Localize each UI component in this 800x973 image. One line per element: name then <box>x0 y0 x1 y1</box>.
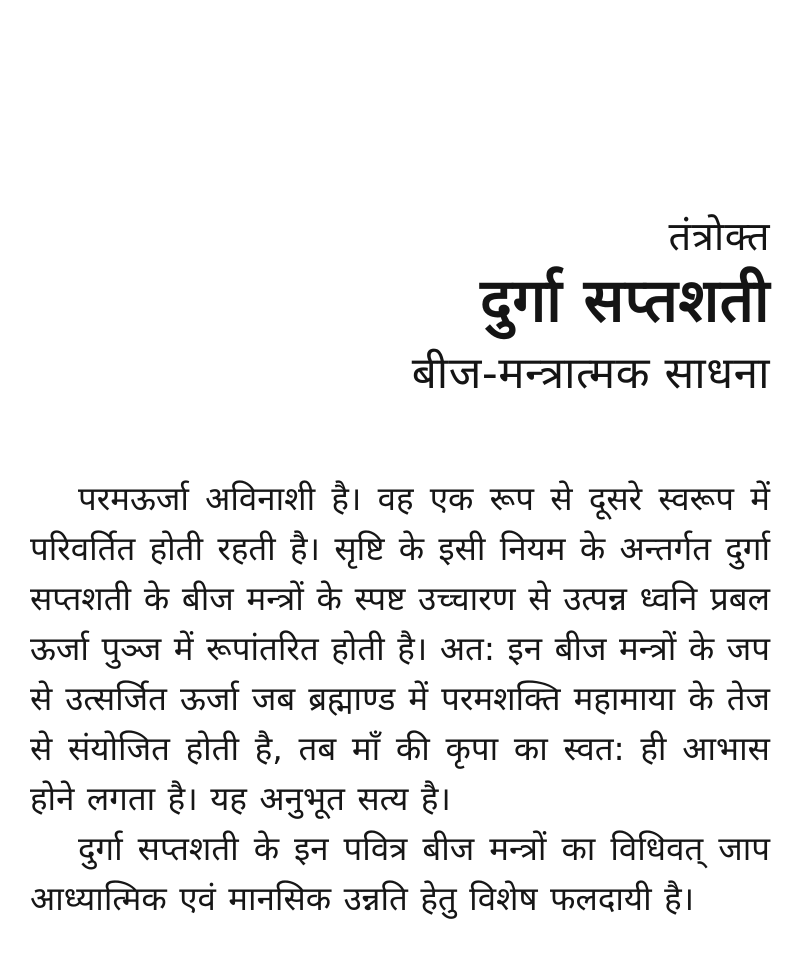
body-text <box>30 474 770 924</box>
paragraph-2: दुर्गा सप्तशती के इन पवित्र बीज मन्त्रों का विधिवत् जाप आध्यात्मिक एवं मानसिक उन्नति हेतु विशेष फलदायी है। <box>30 828 770 918</box>
kicker-heading: तंत्रोक्त <box>668 214 770 260</box>
subtitle-heading: बीज-मन्त्रात्मक साधना <box>411 347 770 399</box>
page-title: दुर्गा सप्तशती <box>480 266 770 336</box>
title-block <box>30 212 770 402</box>
paragraph-1: परमऊर्जा अविनाशी है। वह एक रूप से दूसरे स्वरूप में परिवर्तित होती रहती है। सृष्टि के इसी नियम के अन्तर्गत दुर्गा सप्तशती के बीज मन्त्रों के स्पष्ट उच्चारण से उत्पन्न ध्वनि प्रबल ऊर्जा पुञ्ज में रूपांतरित होती है। अत: इन बीज मन्त्रों के जप से उत्सर्जित ऊर्जा जब ब्रह्माण्ड में परमशक्ति महामाया के तेज से संयोजित होती है, तब माँ की कृपा का स्वत: ही आभास होने लगता है। यह अनुभूत सत्य है। <box>30 478 770 818</box>
